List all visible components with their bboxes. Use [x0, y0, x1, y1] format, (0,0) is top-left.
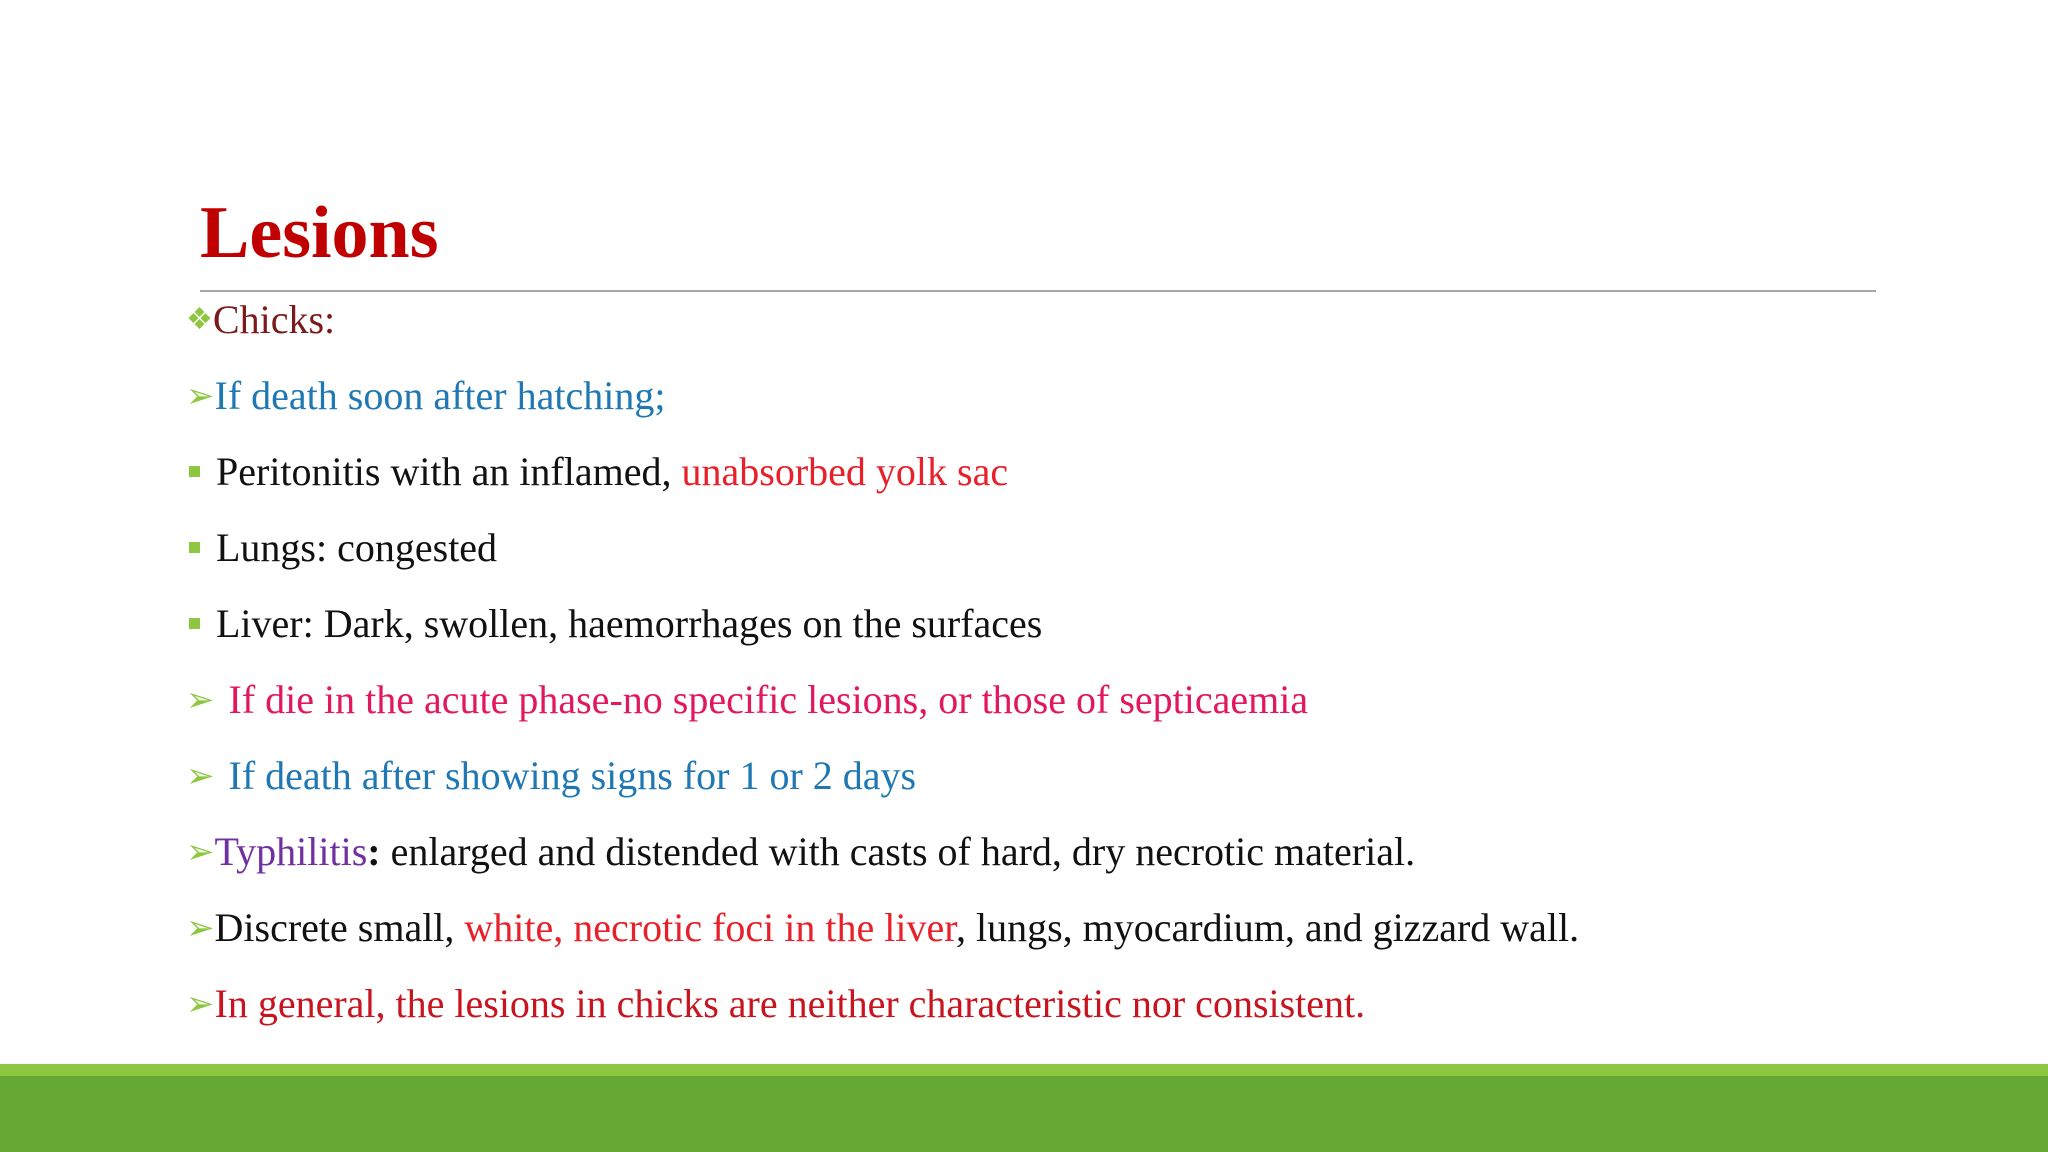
square-bullet-icon [189, 618, 200, 629]
list-item-chicks [186, 295, 335, 345]
list-item-lungs [186, 523, 497, 573]
list-item-in-general [186, 979, 1365, 1030]
diamond-bullet-icon: ❖ [186, 303, 213, 336]
list-item-text: enlarged and distended with casts of hard, dry necrotic material. [380, 829, 1416, 874]
list-item-discrete-foci [186, 903, 1579, 954]
square-bullet-icon [189, 466, 200, 477]
list-item-text: If death after showing signs for 1 or 2 days [228, 753, 917, 798]
list-item-text: If die in the acute phase-no specific lesions, or those of septicaemia [228, 677, 1309, 722]
list-item-text-end: , lungs, myocardium, and gizzard wall. [955, 905, 1580, 950]
square-bullet-icon [189, 542, 200, 553]
footer-band-light [0, 1064, 2048, 1076]
list-item-text: Peritonitis with an inflamed, [216, 449, 682, 494]
list-item-text: Discrete small, [214, 905, 465, 950]
arrow-bullet-icon: ➢ [186, 682, 215, 719]
list-item-typhilitis [186, 827, 1415, 878]
list-item-term: Typhilitis [214, 829, 368, 874]
slide-title: Lesions [200, 192, 439, 274]
list-item-highlight: unabsorbed yolk sac [681, 449, 1009, 494]
list-item-colon: : [367, 829, 381, 874]
list-item-text: Chicks: [212, 297, 336, 342]
footer-band-dark [0, 1076, 2048, 1152]
arrow-bullet-icon: ➢ [186, 986, 215, 1023]
list-item-signs-days [186, 751, 916, 802]
list-item-liver [186, 599, 1042, 649]
list-item-acute-phase [186, 675, 1308, 726]
list-item-peritonitis [186, 447, 1008, 497]
arrow-bullet-icon: ➢ [186, 910, 215, 947]
list-item-text: If death soon after hatching; [214, 373, 666, 418]
list-item-text: Lungs: congested [216, 525, 498, 570]
list-item-highlight: white, necrotic foci in the liver [464, 905, 956, 950]
arrow-bullet-icon: ➢ [186, 378, 215, 415]
list-item-death-after-hatching [186, 371, 665, 422]
list-item-text: Liver: Dark, swollen, haemorrhages on the surfaces [216, 601, 1043, 646]
arrow-bullet-icon: ➢ [186, 758, 215, 795]
title-divider [200, 290, 1876, 292]
arrow-bullet-icon: ➢ [186, 834, 215, 871]
list-item-text: In general, the lesions in chicks are neither characteristic nor consistent. [214, 981, 1366, 1026]
